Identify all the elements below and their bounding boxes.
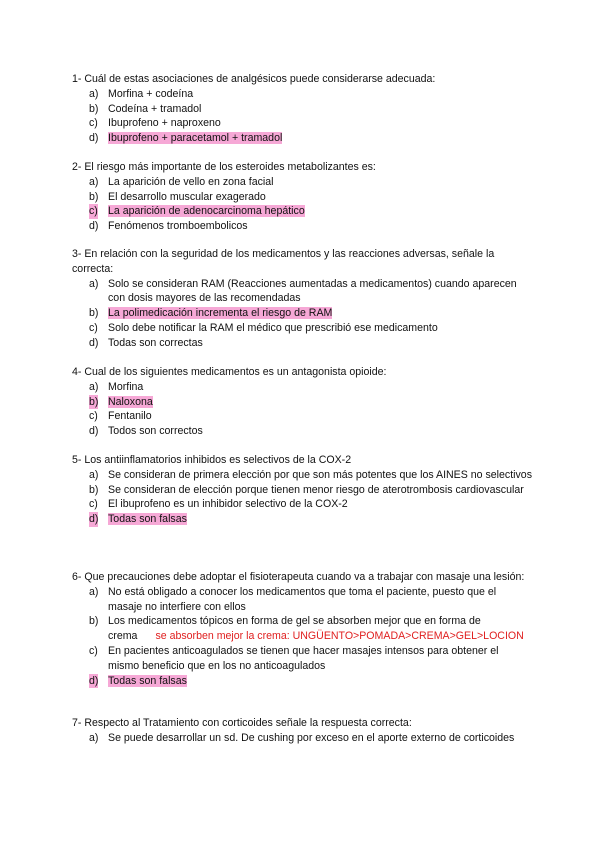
highlighted-answer: Todas son falsas bbox=[108, 674, 187, 687]
question-stem: 1- Cuál de estas asociaciones de analgésicos puede considerarse adecuada: bbox=[72, 73, 436, 85]
option-c: c) En pacientes anticoagulados se tienen que hacer masajes intensos para obtener el mismo beneficio que en los no anticoagulados bbox=[89, 644, 499, 672]
question-stem: 6- Que precauciones debe adoptar el fisioterapeuta cuando va a trabajar con masaje una lesión: bbox=[72, 571, 525, 583]
question-7 bbox=[72, 716, 532, 746]
option-b: b) Se consideran de elección porque tienen menor riesgo de aterotrombosis cardiovascular bbox=[89, 483, 524, 496]
question-stem: 2- El riesgo más importante de los esteroides metabolizantes es: bbox=[72, 161, 376, 173]
option-a: a) No está obligado a conocer los medicamentos que toma el paciente, puesto que el masaje no interfiere con ellos bbox=[89, 585, 497, 613]
option-b-highlighted: b) Naloxona bbox=[89, 395, 153, 408]
option-b: b) El desarrollo muscular exagerado bbox=[89, 190, 266, 203]
option-d-highlighted: d) Todas son falsas bbox=[89, 674, 187, 687]
option-b-highlighted: b) La polimedicación incrementa el riesgo de RAM bbox=[89, 307, 333, 320]
handwritten-correction-note: se absorben mejor la crema: UNGÜENTO>POMADA>CREMA>GEL>LOCION bbox=[155, 630, 524, 643]
option-a: a) Se consideran de primera elección por que son más potentes que los AINES no selectivos bbox=[89, 468, 532, 481]
question-stem: 3- En relación con la seguridad de los medicamentos y las reacciones adversas, señale la correcta: bbox=[72, 248, 495, 275]
option-c-highlighted: c) La aparición de adenocarcinoma hepático bbox=[89, 205, 305, 218]
option-a: a) Morfina + codeína bbox=[89, 87, 194, 100]
option-a: a) Se puede desarrollar un sd. De cushing por exceso en el aporte externo de corticoides bbox=[89, 731, 515, 744]
question-stem: 7- Respecto al Tratamiento con corticoides señale la respuesta correcta: bbox=[72, 717, 412, 729]
highlighted-answer: La polimedicación incrementa el riesgo de RAM bbox=[108, 307, 333, 320]
option-a: a) La aparición de vello en zona facial bbox=[89, 175, 274, 188]
question-6 bbox=[72, 570, 532, 688]
option-c: c) El ibuprofeno es un inhibidor selectivo de la COX-2 bbox=[89, 498, 348, 511]
option-b: b) Los medicamentos tópicos en forma de gel se absorben mejor que en forma de crema se absorben mejor la crema: UNGÜENTO>POMADA>CREMA>GEL>LOCION bbox=[89, 615, 524, 643]
question-2 bbox=[72, 160, 532, 234]
question-stem: 5- Los antiinflamatorios inhibidos es selectivos de la COX-2 bbox=[72, 454, 352, 466]
question-stem: 4- Cual de los siguientes medicamentos es un antagonista opioide: bbox=[72, 366, 387, 378]
option-b: b) Codeína + tramadol bbox=[89, 102, 202, 115]
option-c: c) Solo debe notificar la RAM el médico que prescribió ese medicamento bbox=[89, 321, 438, 334]
option-a: a) Solo se consideran RAM (Reacciones aumentadas a medicamentos) cuando aparecen con dosis mayores de las recomendadas bbox=[89, 277, 517, 305]
highlighted-answer: Ibuprofeno + paracetamol + tramadol bbox=[108, 132, 283, 145]
question-3 bbox=[72, 247, 532, 351]
question-1 bbox=[72, 72, 532, 146]
option-d-highlighted: d) Ibuprofeno + paracetamol + tramadol bbox=[89, 132, 283, 145]
option-c: c) Ibuprofeno + naproxeno bbox=[89, 117, 221, 130]
question-5 bbox=[72, 453, 532, 527]
option-d: d) Fenómenos tromboembolicos bbox=[89, 220, 248, 233]
question-4 bbox=[72, 365, 532, 439]
option-d-highlighted: d) Todas son falsas bbox=[89, 513, 187, 526]
option-d: d) Todos son correctos bbox=[89, 425, 203, 438]
option-a: a) Morfina bbox=[89, 380, 144, 393]
highlighted-answer: Naloxona bbox=[108, 395, 153, 408]
highlighted-answer: Todas son falsas bbox=[108, 513, 187, 526]
option-d: d) Todas son correctas bbox=[89, 336, 203, 349]
option-c: c) Fentanilo bbox=[89, 410, 152, 423]
highlighted-answer: La aparición de adenocarcinoma hepático bbox=[108, 205, 305, 218]
